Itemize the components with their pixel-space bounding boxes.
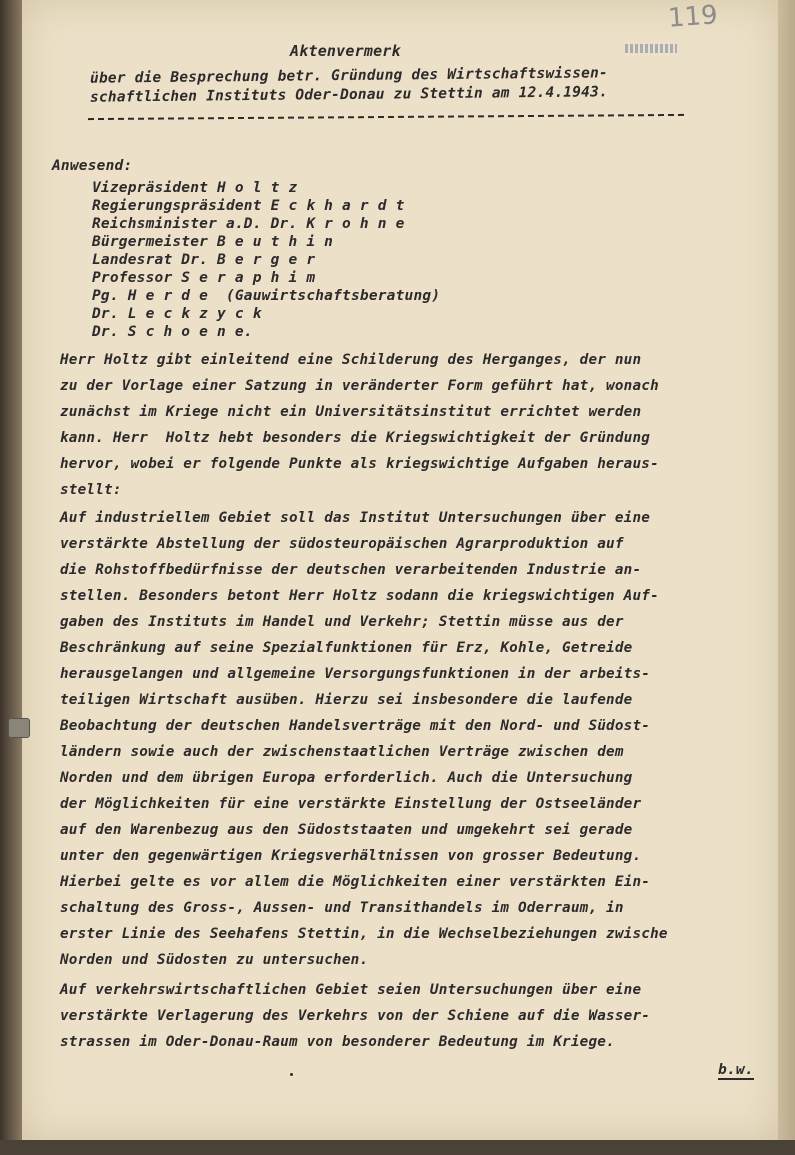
paragraph-1-line: zu der Vorlage einer Satzung in veränderter Form geführt hat, wonach	[60, 378, 659, 394]
attendee: Bürgermeister B e u t h i n	[92, 234, 334, 250]
paragraph-2-line: ländern sowie auch der zwischenstaatlichen Verträge zwischen dem	[60, 744, 624, 760]
paragraph-1-line: kann. Herr Holtz hebt besonders die Kriegswichtigkeit der Gründung	[60, 430, 651, 446]
book-binding	[0, 0, 22, 1155]
paragraph-2-line: Norden und dem übrigen Europa erforderlich. Auch die Untersuchung	[60, 770, 633, 786]
paragraph-2-line: herausgelangen und allgemeine Versorgungsfunktionen in der arbeits-	[60, 666, 651, 682]
paragraph-2-line: gaben des Instituts im Handel und Verkehr; Stettin müsse aus der	[60, 614, 624, 630]
subtitle-line-1: über die Besprechung betr. Gründung des Wirtschaftswissen-	[89, 65, 609, 87]
attendee: Dr. S c h o e n e.	[92, 324, 253, 340]
paragraph-1-line: hervor, wobei er folgende Punkte als kriegswichtige Aufgaben heraus-	[60, 456, 659, 472]
paragraph-1-line: zunächst im Kriege nicht ein Universitätsinstitut errichtet werden	[60, 404, 642, 420]
paragraph-2-line: verstärkte Abstellung der südosteuropäischen Agrarproduktion auf	[60, 536, 624, 552]
paragraph-3-line: Auf verkehrswirtschaftlichen Gebiet seien Untersuchungen über eine	[60, 982, 642, 998]
paragraph-2-line: schaltung des Gross-, Aussen- und Transithandels im Oderraum, in	[60, 900, 624, 916]
document-title: Aktenvermerk	[290, 42, 401, 60]
attendee: Dr. L e c k z y c k	[92, 306, 262, 322]
paragraph-2-line: Auf industriellem Gebiet soll das Institut Untersuchungen über eine	[60, 510, 651, 526]
present-label: Anwesend:	[52, 158, 133, 174]
attendee: Vizepräsident H o l t z	[92, 180, 298, 196]
paragraph-2-line: der Möglichkeiten für eine verstärkte Einstellung der Ostseeländer	[60, 796, 642, 812]
attendee: Regierungspräsident E c k h a r d t	[92, 198, 405, 214]
paragraph-1-line: stellt:	[60, 482, 122, 498]
binder-clip	[8, 718, 30, 738]
paragraph-2-line: Beobachtung der deutschen Handelsverträge mit den Nord- und Südost-	[60, 718, 651, 734]
attendee: Pg. H e r d e (Gauwirtschaftsberatung)	[92, 288, 441, 304]
struck-out-mark	[625, 44, 677, 53]
ink-speck	[290, 1073, 293, 1076]
scan-bottom-strip	[0, 1140, 795, 1155]
subtitle-line-2: schaftlichen Instituts Oder-Donau zu Stettin am 12.4.1943.	[89, 84, 609, 106]
attendee: Landesrat Dr. B e r g e r	[92, 252, 316, 268]
archive-page-number: 119	[667, 0, 719, 34]
paragraph-1-line: Herr Holtz gibt einleitend eine Schilderung des Herganges, der nun	[60, 352, 642, 368]
paragraph-2-line: die Rohstoffbedürfnisse der deutschen verarbeitenden Industrie an-	[60, 562, 642, 578]
paragraph-2-line: Norden und Südosten zu untersuchen.	[60, 952, 369, 968]
paragraph-2-line: Hierbei gelte es vor allem die Möglichkeiten einer verstärkten Ein-	[60, 874, 651, 890]
attendee: Reichsminister a.D. Dr. K r o h n e	[92, 216, 405, 232]
page-right-edge	[778, 0, 795, 1140]
continued-mark: b.w.	[718, 1062, 754, 1078]
paragraph-2-line: Beschränkung auf seine Spezialfunktionen für Erz, Kohle, Getreide	[60, 640, 633, 656]
paragraph-3-line: verstärkte Verlagerung des Verkehrs von der Schiene auf die Wasser-	[60, 1008, 651, 1024]
paragraph-2-line: auf den Warenbezug aus den Südoststaaten und umgekehrt sei gerade	[60, 822, 633, 838]
paragraph-2-line: unter den gegenwärtigen Kriegsverhältnissen von grosser Bedeutung.	[60, 848, 642, 864]
paragraph-2-line: erster Linie des Seehafens Stettin, in die Wechselbeziehungen zwische	[60, 926, 668, 942]
paragraph-2-line: teiligen Wirtschaft ausüben. Hierzu sei insbesondere die laufende	[60, 692, 633, 708]
attendee: Professor S e r a p h i m	[92, 270, 316, 286]
paragraph-3-line: strassen im Oder-Donau-Raum von besonderer Bedeutung im Kriege.	[60, 1034, 615, 1050]
paragraph-2-line: stellen. Besonders betont Herr Holtz sodann die kriegswichtigen Auf-	[60, 588, 659, 604]
